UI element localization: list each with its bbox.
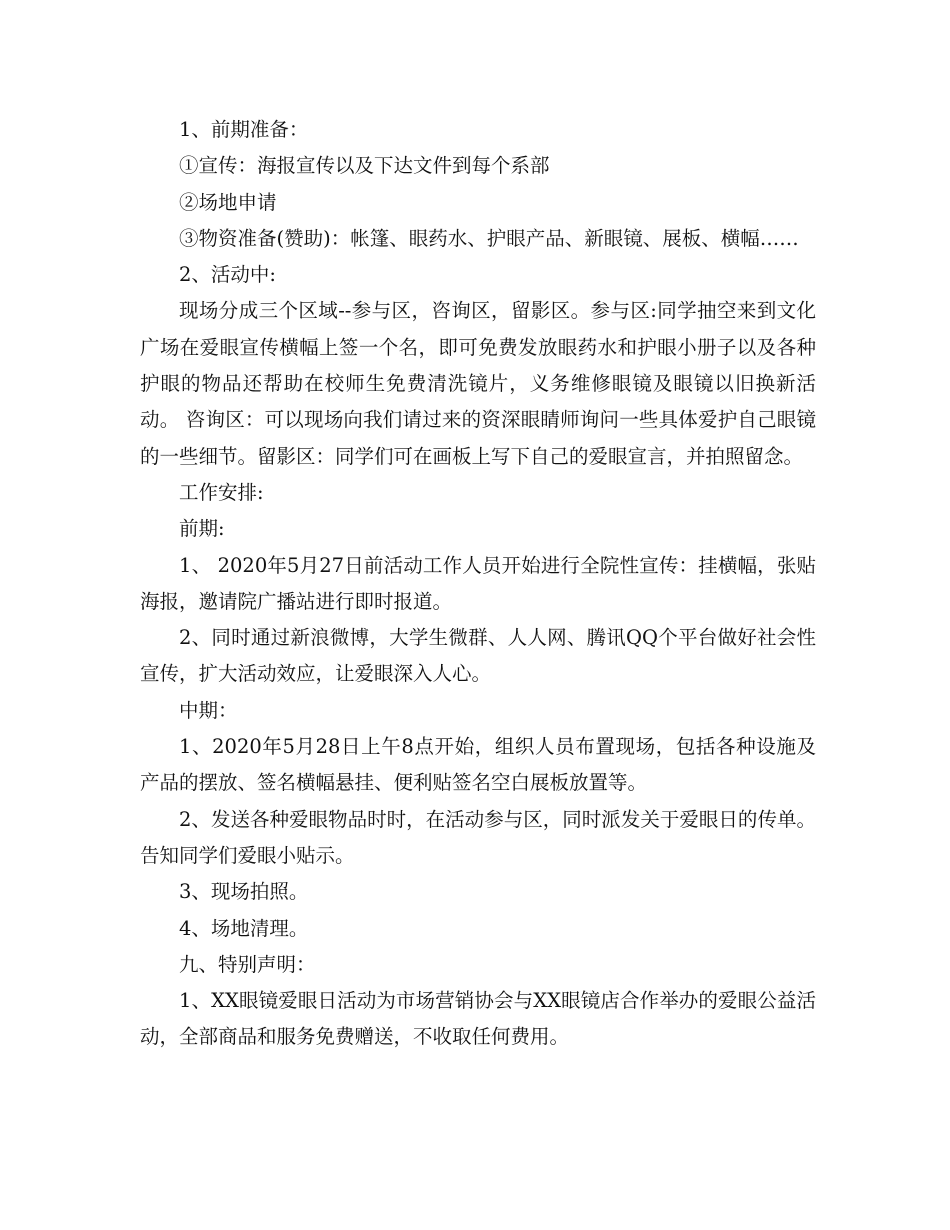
document-page	[140, 112, 816, 1056]
mid-item-4: 4、场地清理。	[179, 916, 309, 940]
heading-work-arrangement: 工作安排:	[179, 480, 264, 504]
item-publicity: ①宣传：海报宣传以及下达文件到每个系部	[179, 154, 550, 178]
heading-special-statement: 九、特别声明：	[179, 952, 316, 976]
mid-item-3: 3、现场拍照。	[179, 880, 309, 904]
heading-preparation: 1、前期准备：	[179, 118, 309, 141]
mid-item-2: 2、发送各种爱眼物品时时，在活动参与区，同时派发关于爱眼日的传单。告知同学们爱眼小贴示。	[140, 807, 816, 867]
heading-during-event: 2、活动中:	[179, 263, 276, 287]
mid-item-1: 1、2020年5月28日上午8点开始，组织人员布置现场，包括各种设施及产品的摆放、签名横幅悬挂、便利贴签名空白展板放置等。	[140, 735, 816, 795]
item-materials: ③物资准备(赞助)：帐篷、眼药水、护眼产品、新眼镜、展板、横幅……	[179, 226, 799, 250]
statement-item-1: 1、XX眼镜爱眼日活动为市场营销协会与XX眼镜店合作举办的爱眼公益活动，全部商品和服务免费赠送，不收取任何费用。	[140, 989, 816, 1049]
paragraph-zones: 现场分成三个区域--参与区，咨询区，留影区。参与区:同学抽空来到文化广场在爱眼宣传横幅上签一个名，即可免费发放眼药水和护眼小册子以及各种护眼的物品还帮助在校师生免费清洗镜片，义务维修眼镜及眼镜以旧换新活动。 咨询区：可以现场向我们请过来的资深眼睛师询问一些具体爱护自己眼镜的一些细节。留影区：同学们可在画板上写下自己的爱眼宣言，并拍照留念。	[140, 299, 816, 468]
heading-mid-stage: 中期：	[179, 698, 238, 722]
early-item-1: 1、 2020年5月27日前活动工作人员开始进行全院性宣传：挂横幅，张贴海报，邀请院广播站进行即时报道。	[140, 553, 816, 613]
item-venue-application: ②场地申请	[179, 190, 277, 214]
heading-early-stage: 前期:	[179, 517, 225, 541]
early-item-2: 2、同时通过新浪微博，大学生微群、人人网、腾讯QQ个平台做好社会性宣传，扩大活动效应，让爱眼深入人心。	[140, 626, 816, 686]
